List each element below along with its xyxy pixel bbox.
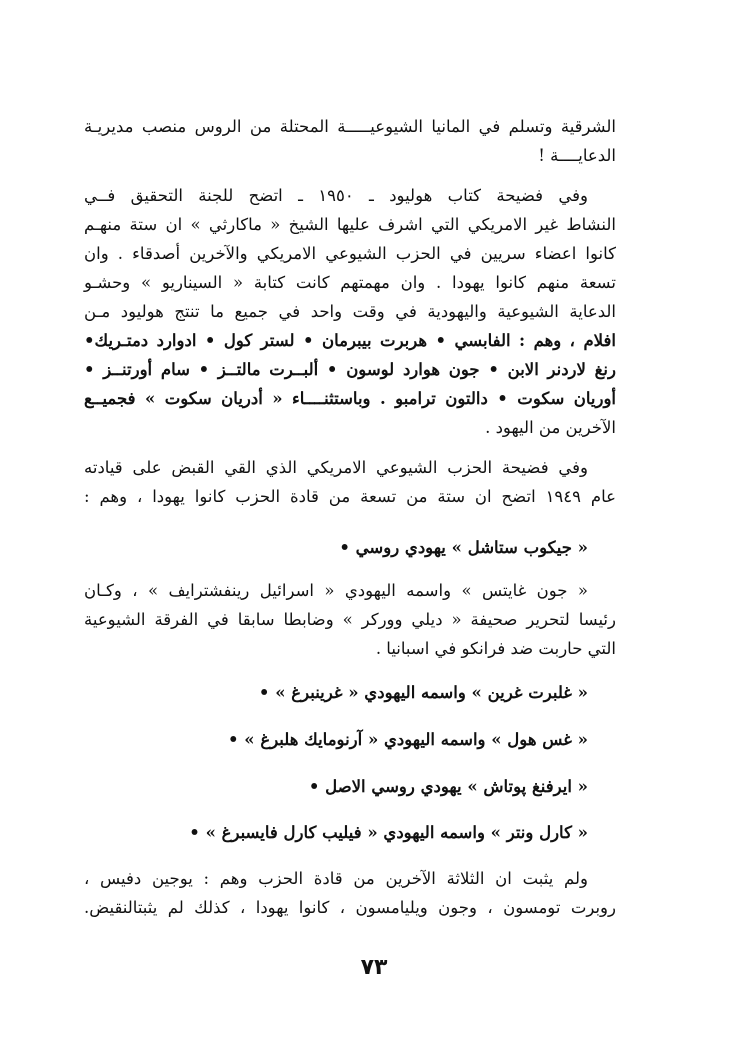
leader-name-line: « ايرفنغ پوتاش » يهودي روسي الاصل • bbox=[308, 777, 588, 796]
paragraph-hollywood bbox=[84, 181, 616, 442]
leader-name-line: « غس هول » واسمه اليهودي « آرنومايك هلبرغ » • bbox=[228, 730, 588, 749]
text-line: ولم يثبت ان الثلاثة الآخرين من قادة الحزب وهم : يوجين دفيس ، bbox=[84, 869, 588, 888]
leader-name-line: « غلبرت غرين » واسمه اليهودي « غرينبرغ » • bbox=[258, 683, 588, 702]
paragraph-remaining-leaders bbox=[84, 864, 616, 922]
paragraph-intro bbox=[84, 112, 616, 170]
text-line: النشاط غير الامريكي التي اشرف عليها الشيخ « ماكارثي » ان ستة منهـم bbox=[84, 215, 616, 234]
page-number: ٧٣ bbox=[360, 955, 388, 980]
paragraph-communist-party bbox=[84, 453, 616, 511]
text-line: « جون غايتس » واسمه اليهودي « اسرائيل رينفشترايف » ، وكـان bbox=[84, 581, 588, 600]
text-line: وفي فضيحة الحزب الشيوعي الامريكي الذي القي القبض على قيادته bbox=[84, 458, 588, 477]
text-line: تسعة منهم كانوا يهودا . وان مهمتهم كانت كتابة « السيناريو » وحشـو bbox=[84, 273, 616, 292]
text-line: افلام ، وهم : الفابسي • هربرت بيبرمان • لستر كول • ادوارد دمتـريك• bbox=[84, 331, 616, 350]
text-line: الدعاية الشيوعية واليهودية في وقت واحد في جميع ما تنتج هوليود مـن bbox=[84, 302, 616, 321]
text-line: رنغ لاردنر الابن • جون هوارد لوسون • ألبــرت مالتــز • سام أورتنــز • bbox=[84, 360, 616, 379]
text-line: الآخرين من اليهود . bbox=[485, 418, 616, 437]
text-line: الشرقية وتسلم في المانيا الشيوعيـــــة المحتلة من الروس منصب مديريـة bbox=[84, 117, 616, 136]
text-line: رئيسا لتحرير صحيفة « ديلي ووركر » وضابطا سابقا في الفرقة الشيوعية bbox=[84, 610, 616, 629]
leader-name-line: « جيكوب ستاشل » يهودي روسي • bbox=[339, 538, 588, 557]
text-line: وفي فضيحة كتاب هوليود ـ ١٩٥٠ ـ اتضح للجنة التحقيق فــي bbox=[84, 186, 588, 205]
text-line: أوريان سكوت • دالتون ترامبو . وباستثنــــاء « أدريان سكوت » فجميــع bbox=[84, 389, 616, 408]
text-line: التي حاربت ضد فرانكو في اسبانيا . bbox=[375, 639, 616, 658]
text-line: عام ١٩٤٩ اتضح ان ستة من تسعة من قادة الحزب كانوا يهودا ، وهم : bbox=[84, 487, 616, 506]
leader-name-line: « كارل ونتر » واسمه اليهودي « فيليب كارل فايسبرغ » • bbox=[189, 823, 588, 842]
text-line: كانوا اعضاء سريين في الحزب الشيوعي الامريكي والآخرين أصدقاء . وان bbox=[84, 244, 616, 263]
text-line: الدعايــــة ! bbox=[538, 146, 616, 165]
text-line: روبرت تومسون ، وجون ويليامسون ، كانوا يهودا ، كذلك لم يثبتالنقيض. bbox=[84, 898, 616, 917]
paragraph-john-gates bbox=[84, 576, 616, 663]
